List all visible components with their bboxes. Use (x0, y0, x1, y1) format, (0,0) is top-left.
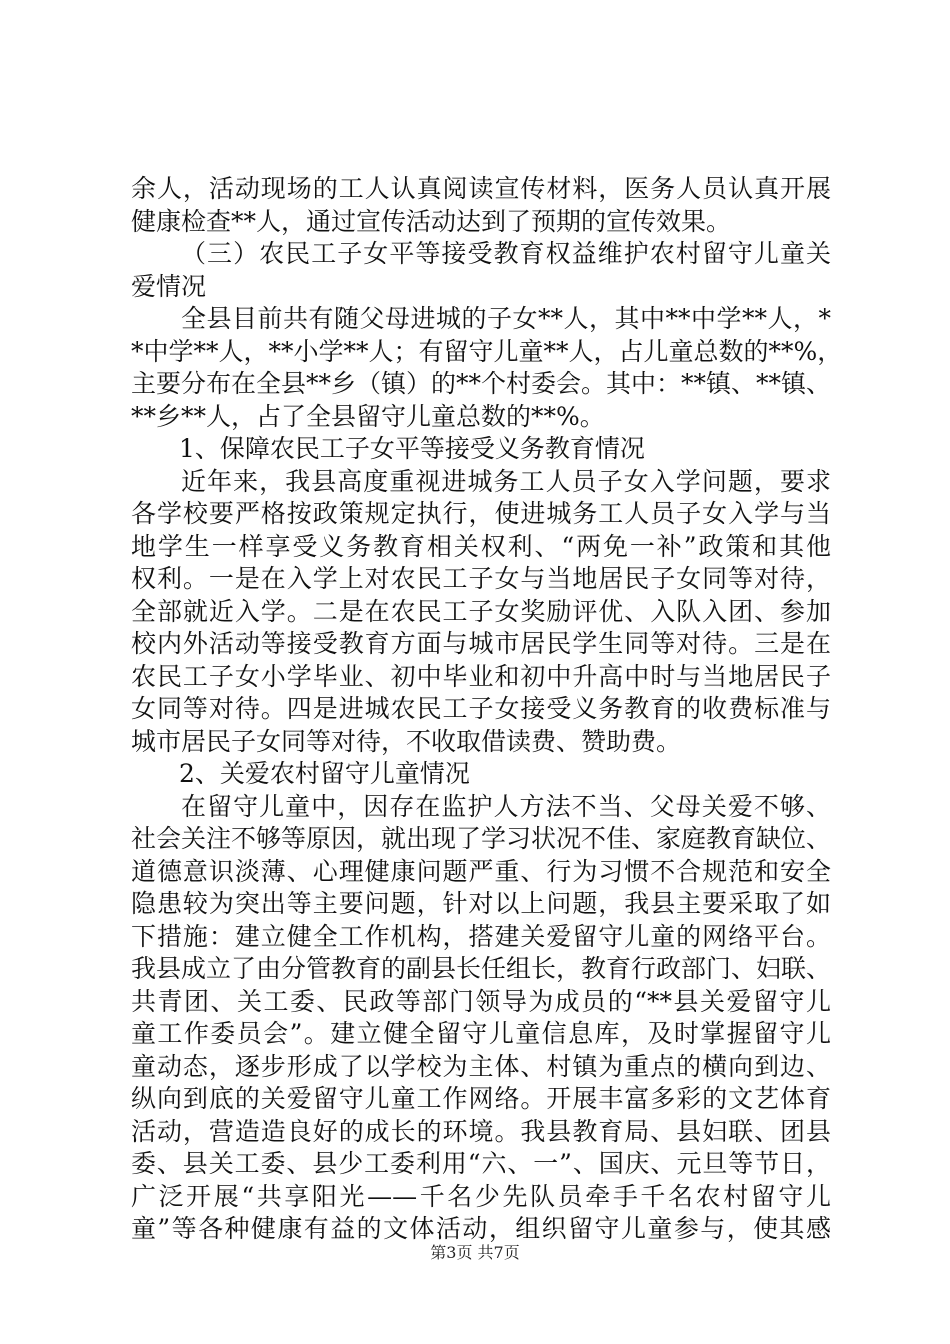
body-line: 城市居民子女同等对待，不收取借读费、赞助费。 (131, 726, 682, 756)
body-line: 农民工子女小学毕业、初中毕业和初中升高中时与当地居民子 (131, 661, 831, 691)
body-line: 地学生一样享受义务教育相关权利、“两免一补”政策和其他 (131, 531, 831, 561)
body-line: 近年来，我县高度重视进城务工人员子女入学问题，要求 (181, 466, 831, 496)
body-line: 委、县关工委、县少工委利用“六、一”、国庆、元旦等节日， (131, 1149, 831, 1178)
body-line: 童”等各种健康有益的文体活动，组织留守儿童参与，使其感 (131, 1214, 831, 1243)
body-line: 健康检查**人，通过宣传活动达到了预期的宣传效果。 (131, 206, 732, 236)
subsection-heading: 1、保障农民工子女平等接受义务教育情况 (179, 434, 645, 463)
body-line: 校内外活动等接受教育方面与城市居民学生同等对待。三是在 (131, 629, 831, 658)
body-line: 余人，活动现场的工人认真阅读宣传材料，医务人员认真开展 (131, 174, 831, 203)
body-line: 童动态，逐步形成了以学校为主体、村镇为重点的横向到边、 (131, 1051, 831, 1081)
body-line: 隐患较为突出等主要问题，针对以上问题，我县主要采取了如 (131, 889, 831, 918)
body-line: 共青团、关工委、民政等部门领导为成员的“**县关爱留守儿 (131, 986, 831, 1016)
section-heading: （三）农民工子女平等接受教育权益维护农村留守儿童关 (181, 239, 831, 268)
body-line: 主要分布在全县**乡（镇）的**个村委会。其中：**镇、**镇、 (131, 369, 832, 398)
body-line: 权利。一是在入学上对农民工子女与当地居民子女同等对待， (131, 564, 831, 593)
body-line: 活动，营造造良好的成长的环境。我县教育局、县妇联、团县 (131, 1116, 831, 1146)
body-line: 全部就近入学。二是在农民工子女奖励评优、入队入团、参加 (131, 596, 831, 626)
body-line: 下措施：建立健全工作机构，搭建关爱留守儿童的网络平台。 (131, 921, 831, 951)
page-number-footer: 第3页 共7页 (430, 1243, 520, 1262)
body-line: 女同等对待。四是进城农民工子女接受义务教育的收费标准与 (131, 694, 831, 723)
body-line: 全县目前共有随父母进城的子女**人，其中**中学**人，* (181, 304, 831, 333)
body-line: 广泛开展“共享阳光——千名少先队员牵手千名农村留守儿 (131, 1181, 831, 1211)
body-line: 道德意识淡薄、心理健康问题严重、行为习惯不合规范和安全 (131, 856, 831, 886)
body-line: 在留守儿童中，因存在监护人方法不当、父母关爱不够、 (181, 791, 831, 821)
section-heading-continued: 爱情况 (131, 271, 207, 301)
body-line: 我县成立了由分管教育的副县长任组长，教育行政部门、妇联、 (131, 954, 832, 983)
document-body (131, 173, 843, 1246)
body-line: 社会关注不够等原因，就出现了学习状况不佳、家庭教育缺位、 (131, 824, 832, 853)
body-line: *中学**人，**小学**人；有留守儿童**人，占儿童总数的**%， (131, 336, 843, 366)
body-line: **乡**人，占了全县留守儿童总数的**%。 (131, 401, 605, 431)
subsection-heading: 2、关爱农村留守儿童情况 (179, 759, 470, 788)
body-line: 纵向到底的关爱留守儿童工作网络。开展丰富多彩的文艺体育 (131, 1084, 831, 1113)
body-line: 童工作委员会”。建立健全留守儿童信息库，及时掌握留守儿 (131, 1019, 831, 1048)
body-line: 各学校要严格按政策规定执行，使进城务工人员子女入学与当 (131, 499, 831, 528)
